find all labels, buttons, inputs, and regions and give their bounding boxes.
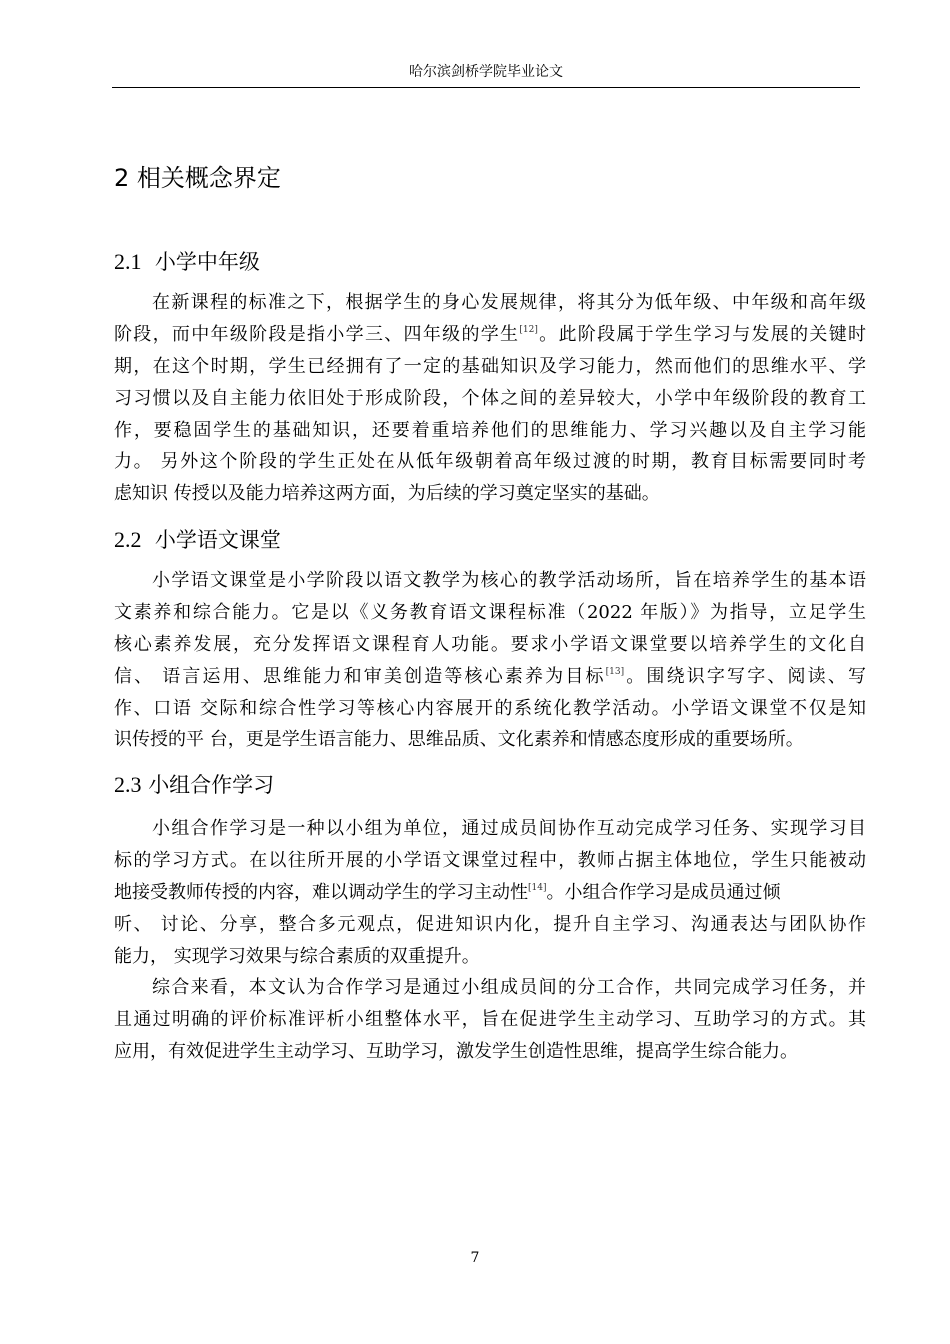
paragraph-line: 在新课程的标准之下，根据学生的身心发展规律，将其分为低年级、中年级和高年级 [152,292,866,313]
paragraph-line: 应用，有效促进学生主动学习、互助学习，激发学生创造性思维，提高学生综合能力。 [114,1041,798,1063]
section-body-2-1 [114,287,866,510]
paragraph-line: 习习惯以及自主能力依旧处于形成阶段，个体之间的差异较大，小学中年级阶段的教育工 [114,387,866,409]
section-number: 2.2 [114,527,142,552]
paragraph-line [114,661,866,693]
paragraph-line: 听、 讨论、分享，整合多元观点，促进知识内化，提升自主学习、沟通表达与团队协作 [114,913,866,935]
paragraph-line [114,319,866,351]
section-title: 小组合作学习 [148,773,275,797]
paragraph-line: 作、口语 交际和综合性学习等核心内容展开的系统化教学活动。小学语文课堂不仅是知 [114,697,866,719]
line-text: 。围绕识字写字、阅读、写 [624,665,866,687]
citation-ref: [14] [528,882,547,893]
section-number: 2.3 [114,772,142,797]
paragraph-line: 标的学习方式。在以往所开展的小学语文课堂过程中，教师占据主体地位，学生只能被动 [114,849,866,871]
section-heading-2-1 [114,246,260,278]
section-heading-2-3 [114,769,274,801]
paragraph-line: 作，要稳固学生的基础知识，还要着重培养他们的思维能力、学习兴趣以及自主学习能 [114,419,866,441]
paragraph-line: 期，在这个时期，学生已经拥有了一定的基础知识及学习能力，然而他们的思维水平、学 [114,355,866,377]
line-text: 。小组合作学习是成员通过倾 [546,881,781,903]
paragraph-line: 核心素养发展，充分发挥语文课程育人功能。要求小学语文课堂要以培养学生的文化自 [114,633,866,655]
citation-ref: [12] [519,324,538,335]
section-title: 小学中年级 [154,250,260,274]
line-text: 。此阶段属于学生学习与发展的关键时 [537,323,867,345]
citation-ref: [13] [605,666,625,677]
paragraph-line [114,877,866,909]
chapter-heading: 2 相关概念界定 [114,164,281,192]
section-body-2-3 [114,813,866,1068]
paragraph-line: 综合来看，本文认为合作学习是通过小组成员间的分工合作，共同完成学习任务，并 [152,977,866,999]
section-number: 2.1 [114,249,142,274]
paragraph-line: 文素养和综合能力。它是以《义务教育语文课程标准（2022 年版）》为指导，立足学生 [114,601,866,623]
paragraph-line: 力。 另外这个阶段的学生正处在从低年级朝着高年级过渡的时期，教育目标需要同时考 [114,451,866,473]
paragraph-line: 且通过明确的评价标准评析小组整体水平，旨在促进学生主动学习、互助学习的方式。其 [114,1009,866,1031]
section-body-2-2 [114,565,866,756]
page-number: 7 [470,1250,480,1266]
paragraph-line: 小组合作学习是一种以小组为单位，通过成员间协作互动完成学习任务、实现学习目 [152,818,866,839]
paragraph-line: 虑知识 传授以及能力培养这两方面，为后续的学习奠定坚实的基础。 [114,483,660,505]
section-title: 小学语文课堂 [154,528,281,552]
paragraph-line: 能力， 实现学习效果与综合素质的双重提升。 [114,945,480,967]
paragraph-line: 小学语文课堂是小学阶段以语文教学为核心的教学活动场所，旨在培养学生的基本语 [152,570,866,591]
header-divider [112,87,860,88]
section-heading-2-2 [114,524,281,556]
line-text: 信、 语言运用、思维能力和审美创造等核心素养为目标 [114,665,606,687]
paragraph-line: 识传授的平 台，更是学生语言能力、思维品质、文化素养和情感态度形成的重要场所。 [114,729,804,751]
line-text: 地接受教师传授的内容，难以调动学生的学习主动性 [114,881,528,903]
line-text: 阶段，而中年级阶段是指小学三、四年级的学生 [114,323,520,345]
running-header: 哈尔滨剑桥学院毕业论文 [409,64,563,80]
